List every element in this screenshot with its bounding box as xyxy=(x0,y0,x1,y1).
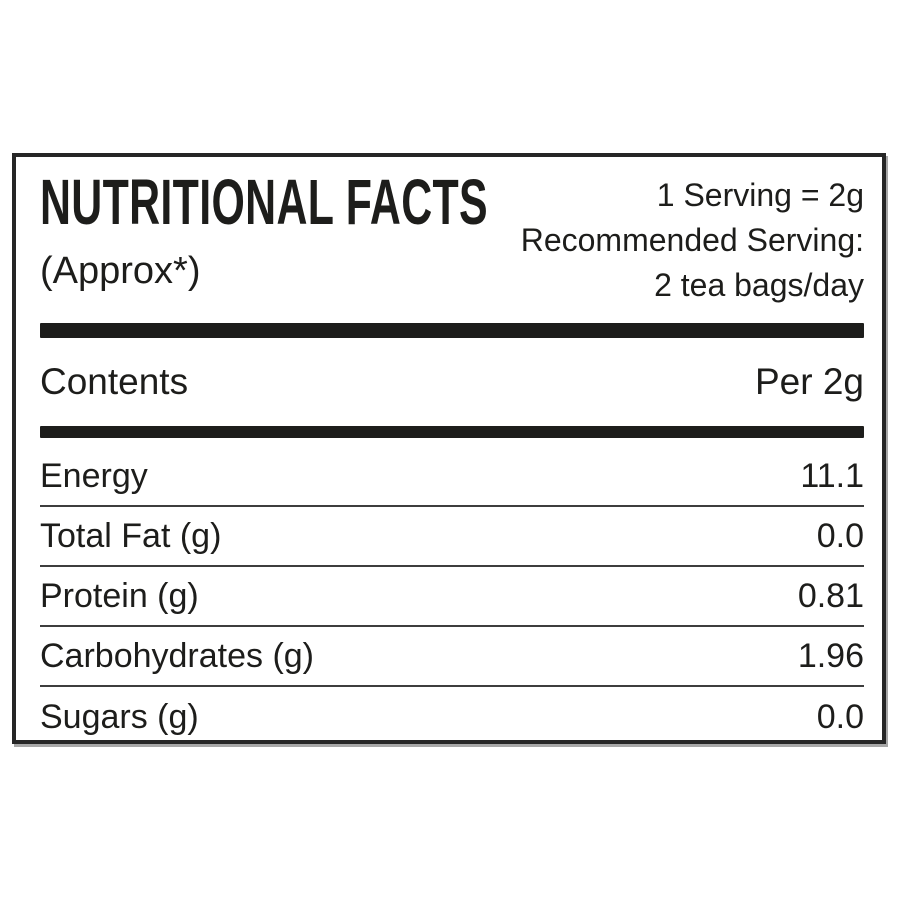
divider-bar-bottom xyxy=(40,426,864,438)
divider-bar-top xyxy=(40,323,864,338)
nutrient-name: Carbohydrates (g) xyxy=(40,636,315,675)
table-row-energy xyxy=(40,447,864,507)
nutrient-name: Sugars (g) xyxy=(40,697,199,736)
label-title: NUTRITIONAL FACTS xyxy=(40,166,488,238)
nutrient-value: 0.81 xyxy=(797,576,864,615)
label-subtitle: (Approx*) xyxy=(40,250,201,292)
serving-size-line: 1 Serving = 2g xyxy=(656,177,864,213)
nutrient-name: Total Fat (g) xyxy=(40,516,222,555)
nutrient-name: Protein (g) xyxy=(40,576,199,615)
label-title-block xyxy=(40,166,500,308)
recommended-serving-amount: 2 tea bags/day xyxy=(654,267,864,303)
nutrient-value: 1.96 xyxy=(797,636,864,675)
column-header-per-2g: Per 2g xyxy=(754,361,864,402)
nutrition-label xyxy=(12,153,886,744)
label-header xyxy=(40,166,864,308)
table-row-total-fat xyxy=(40,507,864,567)
nutrient-table xyxy=(40,438,864,747)
column-header-row xyxy=(40,338,864,426)
nutrient-name: Energy xyxy=(40,456,148,495)
nutrient-value: 0.0 xyxy=(816,697,864,736)
recommended-serving-label: Recommended Serving: xyxy=(520,222,864,258)
table-row-protein xyxy=(40,567,864,627)
nutrient-value: 11.1 xyxy=(800,456,864,495)
table-row-sugars xyxy=(40,687,864,747)
serving-info xyxy=(521,171,864,308)
nutrient-value: 0.0 xyxy=(816,516,864,555)
table-row-carbohydrates xyxy=(40,627,864,687)
column-header-contents: Contents xyxy=(40,361,189,402)
